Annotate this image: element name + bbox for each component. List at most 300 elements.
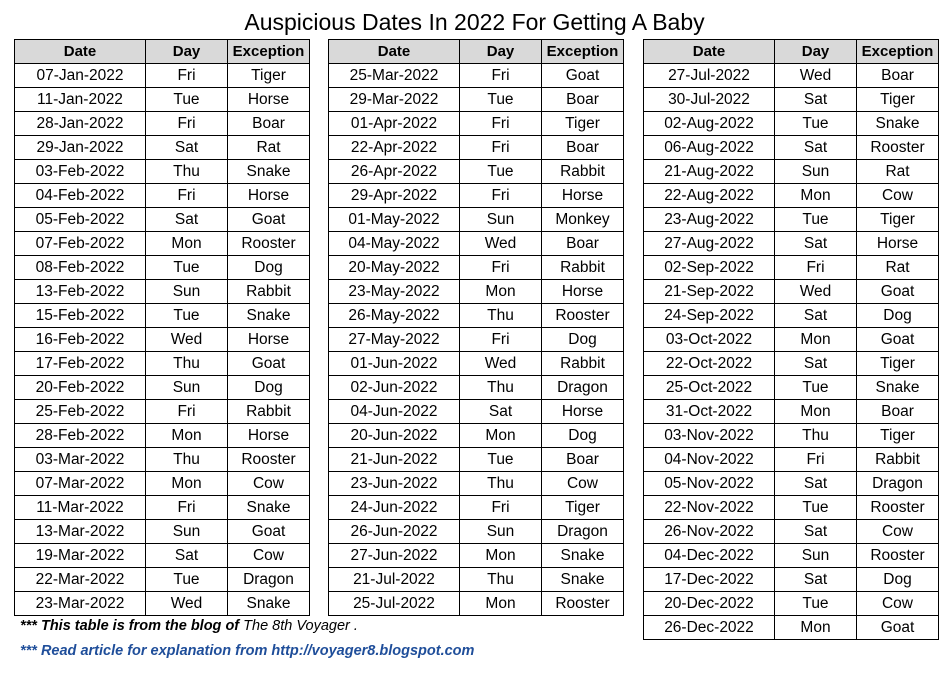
day-cell: Fri [775,256,857,280]
date-cell: 01-Jun-2022 [329,352,460,376]
date-cell: 22-Aug-2022 [644,184,775,208]
date-cell: 23-May-2022 [329,280,460,304]
day-cell: Wed [460,232,542,256]
date-cell: 28-Feb-2022 [15,424,146,448]
exception-cell: Dragon [228,568,310,592]
date-cell: 26-Nov-2022 [644,520,775,544]
date-cell: 30-Jul-2022 [644,88,775,112]
date-cell: 23-Aug-2022 [644,208,775,232]
exception-cell: Rooster [542,304,624,328]
date-cell: 04-Jun-2022 [329,400,460,424]
table-row [15,376,310,400]
header-day: Day [775,40,857,64]
date-cell: 05-Nov-2022 [644,472,775,496]
table-row [644,616,939,640]
exception-cell: Horse [542,280,624,304]
dates-table-2 [328,39,624,616]
exception-cell: Goat [857,328,939,352]
exception-cell: Horse [542,184,624,208]
exception-cell: Boar [228,112,310,136]
day-cell: Mon [460,424,542,448]
table-row [329,592,624,616]
day-cell: Mon [146,424,228,448]
day-cell: Sat [775,88,857,112]
day-cell: Sun [775,160,857,184]
day-cell: Thu [460,376,542,400]
date-cell: 21-Jun-2022 [329,448,460,472]
exception-cell: Monkey [542,208,624,232]
table-row [329,88,624,112]
date-cell: 29-Apr-2022 [329,184,460,208]
date-cell: 08-Feb-2022 [15,256,146,280]
table-row [644,496,939,520]
day-cell: Mon [775,184,857,208]
day-cell: Wed [146,592,228,616]
day-cell: Sat [460,400,542,424]
exception-cell: Tiger [228,64,310,88]
date-cell: 13-Mar-2022 [15,520,146,544]
table-row [329,64,624,88]
exception-cell: Goat [857,280,939,304]
date-cell: 28-Jan-2022 [15,112,146,136]
exception-cell: Rooster [857,136,939,160]
exception-cell: Snake [542,544,624,568]
day-cell: Sun [460,520,542,544]
date-cell: 22-Mar-2022 [15,568,146,592]
date-cell: 03-Feb-2022 [15,160,146,184]
header-row [15,40,310,64]
date-cell: 27-Aug-2022 [644,232,775,256]
exception-cell: Rooster [228,448,310,472]
exception-cell: Horse [542,400,624,424]
exception-cell: Rooster [857,496,939,520]
exception-cell: Goat [228,520,310,544]
exception-cell: Goat [228,352,310,376]
day-cell: Tue [146,88,228,112]
exception-cell: Boar [857,400,939,424]
exception-cell: Rabbit [542,256,624,280]
table-row [15,328,310,352]
date-cell: 21-Jul-2022 [329,568,460,592]
exception-cell: Tiger [857,352,939,376]
exception-cell: Dog [542,424,624,448]
source-note-prefix: *** This table is from the blog of [20,618,240,634]
date-cell: 01-Apr-2022 [329,112,460,136]
table-row [644,424,939,448]
day-cell: Thu [146,448,228,472]
exception-cell: Dog [542,328,624,352]
date-cell: 21-Sep-2022 [644,280,775,304]
exception-cell: Goat [857,616,939,640]
table-row [644,544,939,568]
exception-cell: Horse [228,184,310,208]
day-cell: Thu [460,472,542,496]
day-cell: Fri [146,400,228,424]
day-cell: Mon [775,616,857,640]
day-cell: Mon [460,280,542,304]
table-row [329,400,624,424]
header-date: Date [15,40,146,64]
day-cell: Fri [460,496,542,520]
day-cell: Mon [775,328,857,352]
table-row [644,328,939,352]
exception-cell: Horse [228,88,310,112]
date-cell: 25-Jul-2022 [329,592,460,616]
exception-cell: Snake [228,592,310,616]
exception-cell: Rooster [857,544,939,568]
exception-cell: Snake [857,376,939,400]
day-cell: Wed [146,328,228,352]
day-cell: Sat [146,208,228,232]
date-cell: 27-May-2022 [329,328,460,352]
table-row [644,208,939,232]
table-row [329,352,624,376]
date-cell: 23-Jun-2022 [329,472,460,496]
exception-cell: Goat [542,64,624,88]
day-cell: Fri [146,184,228,208]
header-exception: Exception [542,40,624,64]
date-cell: 23-Mar-2022 [15,592,146,616]
table-row [329,376,624,400]
date-cell: 15-Feb-2022 [15,304,146,328]
table-row [644,400,939,424]
date-cell: 21-Aug-2022 [644,160,775,184]
date-cell: 07-Jan-2022 [15,64,146,88]
date-cell: 24-Sep-2022 [644,304,775,328]
exception-cell: Rabbit [542,352,624,376]
exception-cell: Dragon [542,376,624,400]
table-row [15,208,310,232]
day-cell: Sun [146,376,228,400]
table-row [15,544,310,568]
day-cell: Tue [775,376,857,400]
exception-cell: Snake [542,568,624,592]
table-row [329,520,624,544]
day-cell: Fri [460,112,542,136]
exception-cell: Snake [228,160,310,184]
exception-cell: Horse [228,424,310,448]
date-cell: 17-Dec-2022 [644,568,775,592]
table-row [644,112,939,136]
table-row [15,232,310,256]
date-cell: 20-May-2022 [329,256,460,280]
table-row [15,88,310,112]
day-cell: Wed [460,352,542,376]
table-row [329,448,624,472]
exception-cell: Rooster [228,232,310,256]
exception-cell: Cow [857,520,939,544]
header-row [329,40,624,64]
date-cell: 17-Feb-2022 [15,352,146,376]
date-cell: 07-Feb-2022 [15,232,146,256]
exception-cell: Goat [228,208,310,232]
exception-cell: Cow [857,592,939,616]
date-cell: 27-Jun-2022 [329,544,460,568]
day-cell: Mon [775,400,857,424]
exception-cell: Tiger [857,424,939,448]
table-row [329,568,624,592]
table-row [15,304,310,328]
article-link-note[interactable]: *** Read article for explanation from http://voyager8.blogspot.com [20,643,475,659]
table-row [329,328,624,352]
day-cell: Sun [146,280,228,304]
exception-cell: Rooster [542,592,624,616]
header-row [644,40,939,64]
table-row [329,232,624,256]
table-row [329,496,624,520]
date-cell: 05-Feb-2022 [15,208,146,232]
table-row [15,136,310,160]
day-cell: Mon [460,592,542,616]
date-cell: 26-Dec-2022 [644,616,775,640]
day-cell: Fri [460,256,542,280]
day-cell: Sat [775,352,857,376]
table-row [329,304,624,328]
header-day: Day [460,40,542,64]
table-row [644,256,939,280]
date-cell: 19-Mar-2022 [15,544,146,568]
day-cell: Mon [146,472,228,496]
date-cell: 16-Feb-2022 [15,328,146,352]
day-cell: Tue [775,208,857,232]
table-row [15,184,310,208]
day-cell: Thu [775,424,857,448]
exception-cell: Boar [542,232,624,256]
table-row [15,400,310,424]
day-cell: Sat [775,568,857,592]
day-cell: Tue [460,88,542,112]
table-row [329,256,624,280]
table-row [329,208,624,232]
table-row [15,352,310,376]
date-cell: 11-Mar-2022 [15,496,146,520]
date-cell: 22-Nov-2022 [644,496,775,520]
exception-cell: Boar [542,136,624,160]
date-cell: 02-Sep-2022 [644,256,775,280]
day-cell: Thu [146,160,228,184]
date-cell: 03-Mar-2022 [15,448,146,472]
table-row [644,520,939,544]
exception-cell: Cow [228,472,310,496]
table-row [644,160,939,184]
table-row [329,136,624,160]
day-cell: Tue [460,448,542,472]
exception-cell: Horse [857,232,939,256]
exception-cell: Rat [228,136,310,160]
day-cell: Wed [775,280,857,304]
day-cell: Sat [146,544,228,568]
date-cell: 07-Mar-2022 [15,472,146,496]
day-cell: Sun [775,544,857,568]
table-row [329,472,624,496]
header-exception: Exception [857,40,939,64]
date-cell: 03-Nov-2022 [644,424,775,448]
date-cell: 26-Apr-2022 [329,160,460,184]
date-cell: 26-Jun-2022 [329,520,460,544]
header-date: Date [329,40,460,64]
day-cell: Sat [775,472,857,496]
date-cell: 06-Aug-2022 [644,136,775,160]
table-row [15,112,310,136]
day-cell: Tue [460,160,542,184]
table-row [644,304,939,328]
exception-cell: Dog [857,568,939,592]
date-cell: 04-May-2022 [329,232,460,256]
day-cell: Fri [146,496,228,520]
date-cell: 04-Dec-2022 [644,544,775,568]
date-cell: 01-May-2022 [329,208,460,232]
source-note [20,618,358,634]
exception-cell: Tiger [857,88,939,112]
exception-cell: Dog [228,376,310,400]
date-cell: 25-Oct-2022 [644,376,775,400]
day-cell: Fri [460,136,542,160]
date-cell: 20-Jun-2022 [329,424,460,448]
page-title: Auspicious Dates In 2022 For Getting A Baby [244,9,705,35]
day-cell: Mon [146,232,228,256]
table-row [15,592,310,616]
table-row [644,448,939,472]
day-cell: Sun [146,520,228,544]
table-row [644,592,939,616]
exception-cell: Tiger [542,496,624,520]
day-cell: Tue [775,592,857,616]
date-cell: 04-Nov-2022 [644,448,775,472]
day-cell: Fri [146,112,228,136]
day-cell: Fri [775,448,857,472]
day-cell: Sat [775,232,857,256]
table-row [644,184,939,208]
header-date: Date [644,40,775,64]
day-cell: Tue [146,568,228,592]
table-row [15,568,310,592]
table-row [15,64,310,88]
date-cell: 27-Jul-2022 [644,64,775,88]
day-cell: Sat [775,136,857,160]
exception-cell: Rabbit [542,160,624,184]
day-cell: Tue [775,112,857,136]
date-cell: 29-Mar-2022 [329,88,460,112]
exception-cell: Rabbit [857,448,939,472]
table-row [644,88,939,112]
table-row [15,160,310,184]
exception-cell: Dog [228,256,310,280]
exception-cell: Snake [228,304,310,328]
exception-cell: Cow [542,472,624,496]
exception-cell: Boar [857,64,939,88]
table-row [329,160,624,184]
date-cell: 31-Oct-2022 [644,400,775,424]
day-cell: Fri [146,64,228,88]
date-cell: 04-Feb-2022 [15,184,146,208]
date-cell: 20-Dec-2022 [644,592,775,616]
table-row [644,136,939,160]
table-row [15,280,310,304]
table-row [15,424,310,448]
day-cell: Wed [775,64,857,88]
table-row [644,64,939,88]
table-row [15,496,310,520]
exception-cell: Rabbit [228,280,310,304]
day-cell: Sat [775,520,857,544]
date-cell: 02-Jun-2022 [329,376,460,400]
day-cell: Mon [460,544,542,568]
date-cell: 26-May-2022 [329,304,460,328]
exception-cell: Rabbit [228,400,310,424]
day-cell: Sun [460,208,542,232]
table-row [644,232,939,256]
table-row [644,376,939,400]
exception-cell: Dragon [857,472,939,496]
date-cell: 11-Jan-2022 [15,88,146,112]
blog-name: The 8th Voyager . [243,618,358,634]
date-cell: 20-Feb-2022 [15,376,146,400]
table-row [329,424,624,448]
exception-cell: Dragon [542,520,624,544]
dates-table-1 [14,39,310,616]
table-row [329,544,624,568]
table-row [15,256,310,280]
date-cell: 24-Jun-2022 [329,496,460,520]
header-day: Day [146,40,228,64]
day-cell: Tue [146,304,228,328]
date-cell: 29-Jan-2022 [15,136,146,160]
exception-cell: Snake [228,496,310,520]
exception-cell: Rat [857,256,939,280]
header-exception: Exception [228,40,310,64]
date-cell: 02-Aug-2022 [644,112,775,136]
date-cell: 03-Oct-2022 [644,328,775,352]
day-cell: Sat [775,304,857,328]
exception-cell: Boar [542,88,624,112]
dates-table-3 [643,39,939,640]
day-cell: Tue [146,256,228,280]
day-cell: Fri [460,328,542,352]
exception-cell: Boar [542,448,624,472]
day-cell: Sat [146,136,228,160]
day-cell: Fri [460,64,542,88]
exception-cell: Horse [228,328,310,352]
exception-cell: Cow [228,544,310,568]
table-row [644,352,939,376]
day-cell: Thu [460,568,542,592]
day-cell: Tue [775,496,857,520]
day-cell: Thu [146,352,228,376]
date-cell: 25-Mar-2022 [329,64,460,88]
exception-cell: Snake [857,112,939,136]
table-row [15,520,310,544]
exception-cell: Rat [857,160,939,184]
table-row [644,280,939,304]
day-cell: Fri [460,184,542,208]
date-cell: 13-Feb-2022 [15,280,146,304]
table-row [329,112,624,136]
table-row [329,280,624,304]
exception-cell: Tiger [857,208,939,232]
table-row [15,448,310,472]
date-cell: 22-Oct-2022 [644,352,775,376]
table-row [644,568,939,592]
exception-cell: Cow [857,184,939,208]
date-cell: 25-Feb-2022 [15,400,146,424]
day-cell: Thu [460,304,542,328]
exception-cell: Tiger [542,112,624,136]
table-row [15,472,310,496]
date-cell: 22-Apr-2022 [329,136,460,160]
table-row [329,184,624,208]
table-row [644,472,939,496]
exception-cell: Dog [857,304,939,328]
